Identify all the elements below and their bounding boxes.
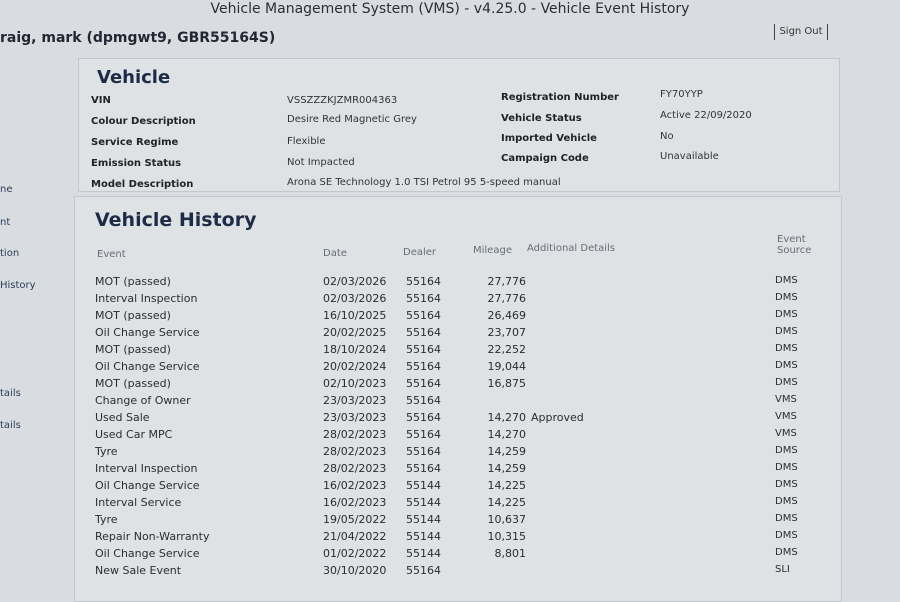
cell-event: MOT (passed) xyxy=(95,343,171,356)
cell-date: 02/03/2026 xyxy=(323,292,387,305)
cell-source: DMS xyxy=(775,343,798,354)
cell-details: Approved xyxy=(531,411,584,424)
sidebar-item-5[interactable]: tails xyxy=(0,388,21,399)
history-panel xyxy=(74,196,842,602)
history-panel-title: Vehicle History xyxy=(95,209,257,231)
cell-mileage: 8,801 xyxy=(494,547,526,560)
cell-date: 20/02/2024 xyxy=(323,360,387,373)
column-header-date[interactable]: Date xyxy=(323,248,347,259)
cell-date: 28/02/2023 xyxy=(323,428,387,441)
cell-source: DMS xyxy=(775,462,798,473)
table-row[interactable] xyxy=(75,462,841,479)
table-row[interactable] xyxy=(75,309,841,326)
campaign-code-value: Unavailable xyxy=(660,151,719,162)
registration-value: FY70YYP xyxy=(660,89,703,100)
cell-mileage: 10,315 xyxy=(487,530,526,543)
vehicle-status-value: Active 22/09/2020 xyxy=(660,110,752,121)
vehicle-panel-title: Vehicle xyxy=(97,67,171,88)
cell-date: 02/10/2023 xyxy=(323,377,387,390)
cell-source: DMS xyxy=(775,513,798,524)
cell-date: 02/03/2026 xyxy=(323,275,387,288)
cell-source: DMS xyxy=(775,496,798,507)
cell-dealer: 55164 xyxy=(406,377,441,390)
cell-dealer: 55164 xyxy=(406,445,441,458)
cell-source: VMS xyxy=(775,394,797,405)
cell-source: SLI xyxy=(775,564,790,575)
table-row[interactable] xyxy=(75,479,841,496)
cell-source: DMS xyxy=(775,275,798,286)
cell-mileage: 26,469 xyxy=(487,309,526,322)
cell-dealer: 55164 xyxy=(406,309,441,322)
cell-date: 28/02/2023 xyxy=(323,445,387,458)
cell-event: Oil Change Service xyxy=(95,479,200,492)
cell-source: DMS xyxy=(775,530,798,541)
imported-vehicle-label: Imported Vehicle xyxy=(501,133,597,144)
cell-mileage: 19,044 xyxy=(487,360,526,373)
cell-event: New Sale Event xyxy=(95,564,182,577)
imported-vehicle-value: No xyxy=(660,131,674,142)
cell-date: 30/10/2020 xyxy=(323,564,387,577)
cell-event: Tyre xyxy=(95,513,118,526)
table-row[interactable] xyxy=(75,547,841,564)
cell-dealer: 55144 xyxy=(406,530,441,543)
sidebar-item-1[interactable]: ne xyxy=(0,184,13,195)
cell-date: 23/03/2023 xyxy=(323,411,387,424)
column-header-source[interactable] xyxy=(777,234,811,256)
table-row[interactable] xyxy=(75,530,841,547)
cell-date: 19/05/2022 xyxy=(323,513,387,526)
cell-event: MOT (passed) xyxy=(95,377,171,390)
cell-source: DMS xyxy=(775,360,798,371)
table-row[interactable] xyxy=(75,360,841,377)
vin-value: VSSZZZKJZMR004363 xyxy=(287,95,398,106)
cell-event: Interval Inspection xyxy=(95,292,198,305)
table-row[interactable] xyxy=(75,326,841,343)
cell-source: VMS xyxy=(775,411,797,422)
cell-event: Used Sale xyxy=(95,411,150,424)
table-row[interactable] xyxy=(75,445,841,462)
cell-source: VMS xyxy=(775,428,797,439)
table-row[interactable] xyxy=(75,343,841,360)
vehicle-status-label: Vehicle Status xyxy=(501,113,582,124)
cell-event: MOT (passed) xyxy=(95,309,171,322)
sidebar-nav xyxy=(0,0,70,600)
table-row[interactable] xyxy=(75,292,841,309)
cell-dealer: 55164 xyxy=(406,343,441,356)
cell-source: DMS xyxy=(775,292,798,303)
cell-mileage: 23,707 xyxy=(487,326,526,339)
cell-dealer: 55164 xyxy=(406,428,441,441)
cell-event: Interval Service xyxy=(95,496,182,509)
cell-source: DMS xyxy=(775,445,798,456)
column-header-details[interactable]: Additional Details xyxy=(527,243,616,254)
cell-mileage: 14,270 xyxy=(487,411,526,424)
cell-date: 16/02/2023 xyxy=(323,479,387,492)
cell-dealer: 55164 xyxy=(406,326,441,339)
cell-dealer: 55164 xyxy=(406,394,441,407)
colour-label: Colour Description xyxy=(91,116,196,127)
column-header-dealer[interactable]: Dealer xyxy=(403,247,437,258)
cell-dealer: 55164 xyxy=(406,292,441,305)
column-header-event[interactable]: Event xyxy=(97,249,126,260)
cell-date: 16/02/2023 xyxy=(323,496,387,509)
table-row[interactable] xyxy=(75,275,841,292)
cell-date: 21/04/2022 xyxy=(323,530,387,543)
colour-value: Desire Red Magnetic Grey xyxy=(287,114,417,125)
cell-date: 01/02/2022 xyxy=(323,547,387,560)
cell-mileage: 16,875 xyxy=(487,377,526,390)
cell-dealer: 55144 xyxy=(406,479,441,492)
table-row[interactable] xyxy=(75,428,841,445)
cell-event: Oil Change Service xyxy=(95,360,200,373)
sidebar-item-6[interactable]: tails xyxy=(0,420,21,431)
cell-mileage: 14,225 xyxy=(487,496,526,509)
app-title: Vehicle Management System (VMS) - v4.25.0 - Vehicle Event History xyxy=(210,1,690,17)
cell-source: DMS xyxy=(775,547,798,558)
cell-mileage: 14,259 xyxy=(487,445,526,458)
cell-event: Repair Non-Warranty xyxy=(95,530,210,543)
cell-source: DMS xyxy=(775,377,798,388)
cell-event: Interval Inspection xyxy=(95,462,198,475)
column-header-mileage[interactable]: Mileage xyxy=(473,245,512,256)
sidebar-item-3[interactable]: tion xyxy=(0,248,20,259)
cell-dealer: 55144 xyxy=(406,513,441,526)
cell-date: 28/02/2023 xyxy=(323,462,387,475)
cell-date: 23/03/2023 xyxy=(323,394,387,407)
cell-mileage: 27,776 xyxy=(487,275,526,288)
cell-source: DMS xyxy=(775,326,798,337)
cell-mileage: 27,776 xyxy=(487,292,526,305)
cell-dealer: 55164 xyxy=(406,360,441,373)
cell-dealer: 55144 xyxy=(406,496,441,509)
cell-date: 20/02/2025 xyxy=(323,326,387,339)
sign-out-button[interactable]: Sign Out xyxy=(774,24,828,40)
cell-mileage: 10,637 xyxy=(487,513,526,526)
cell-source: DMS xyxy=(775,309,798,320)
cell-event: Oil Change Service xyxy=(95,326,200,339)
cell-dealer: 55144 xyxy=(406,547,441,560)
cell-source: DMS xyxy=(775,479,798,490)
table-row[interactable] xyxy=(75,394,841,411)
cell-mileage: 14,259 xyxy=(487,462,526,475)
model-description-label: Model Description xyxy=(91,179,194,190)
table-row[interactable] xyxy=(75,513,841,530)
sidebar-item-2[interactable]: nt xyxy=(0,217,11,228)
table-row[interactable] xyxy=(75,564,841,581)
cell-dealer: 55164 xyxy=(406,275,441,288)
cell-mileage: 14,270 xyxy=(487,428,526,441)
campaign-code-label: Campaign Code xyxy=(501,153,589,164)
cell-date: 16/10/2025 xyxy=(323,309,387,322)
cell-mileage: 22,252 xyxy=(487,343,526,356)
cell-date: 18/10/2024 xyxy=(323,343,387,356)
vin-label: VIN xyxy=(91,95,111,106)
cell-event: Change of Owner xyxy=(95,394,191,407)
service-regime-value: Flexible xyxy=(287,136,326,147)
sidebar-item-history[interactable]: History xyxy=(0,280,36,291)
cell-event: MOT (passed) xyxy=(95,275,171,288)
cell-dealer: 55164 xyxy=(406,411,441,424)
cell-event: Used Car MPC xyxy=(95,428,173,441)
cell-event: Oil Change Service xyxy=(95,547,200,560)
registration-label: Registration Number xyxy=(501,92,619,103)
user-info: raig, mark (dpmgwt9, GBR55164S) xyxy=(0,30,276,46)
cell-event: Tyre xyxy=(95,445,118,458)
model-description-value: Arona SE Technology 1.0 TSI Petrol 95 5-speed manual xyxy=(287,177,561,188)
cell-dealer: 55164 xyxy=(406,564,441,577)
cell-mileage: 14,225 xyxy=(487,479,526,492)
table-row[interactable] xyxy=(75,377,841,394)
column-header-source-line2: Source xyxy=(777,245,812,256)
table-row[interactable] xyxy=(75,411,841,428)
emission-status-value: Not Impacted xyxy=(287,157,355,168)
cell-dealer: 55164 xyxy=(406,462,441,475)
column-header-source-line1: Event xyxy=(777,234,806,245)
vehicle-panel xyxy=(78,58,840,192)
service-regime-label: Service Regime xyxy=(91,137,179,148)
emission-status-label: Emission Status xyxy=(91,158,182,169)
table-row[interactable] xyxy=(75,496,841,513)
